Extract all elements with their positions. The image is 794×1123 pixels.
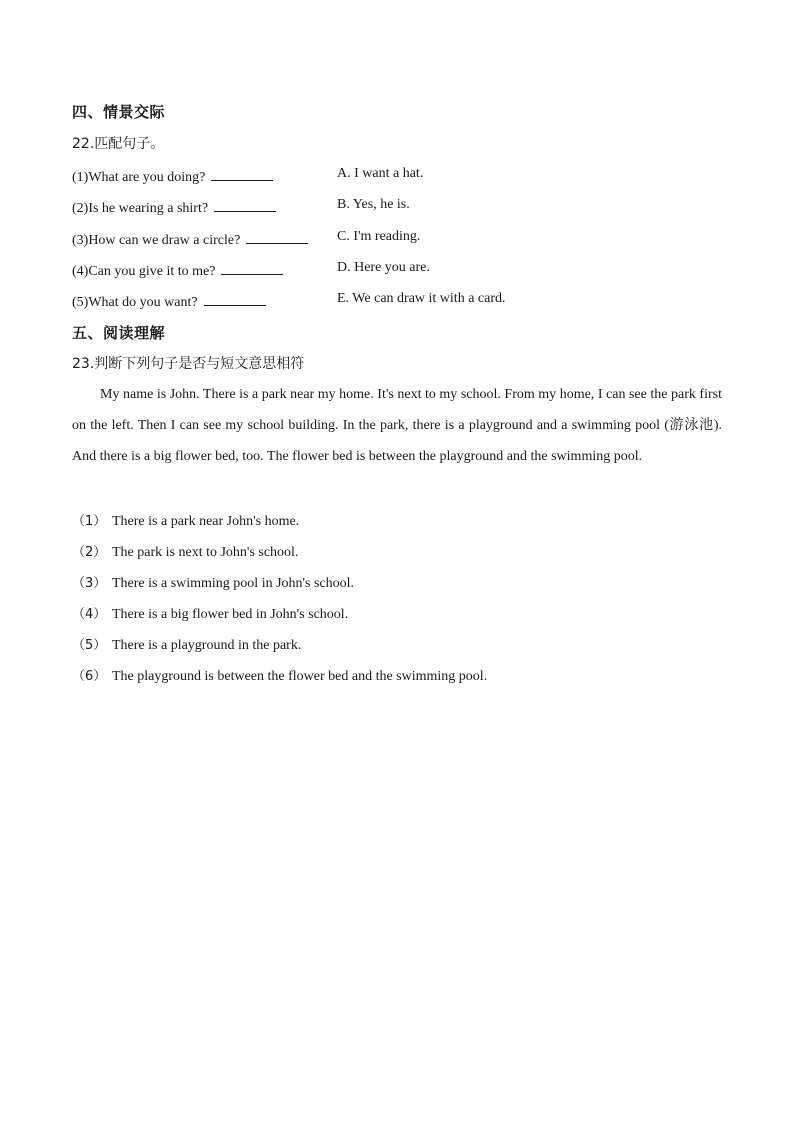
question-22-title: 22.匹配句子。 xyxy=(72,136,165,152)
item-number: （4） xyxy=(72,607,107,622)
item-text: There is a swimming pool in John's school. xyxy=(112,576,355,591)
match-option: A. I want a hat. xyxy=(337,166,424,181)
match-question: (2)Is he wearing a shirt? xyxy=(72,201,209,216)
item-text: There is a park near John's home. xyxy=(112,514,300,529)
passage-text: My name is John. There is a park near my home. It's next to my school. From my home, I can see the park first on the left. Then I can see my school building. In the park, there is a playground and a swimming pool (游泳池). And there is a big flower bed, too. The flower bed is between the playground and the swimming pool. xyxy=(72,387,722,464)
answer-blank[interactable] xyxy=(211,166,273,181)
answer-blank[interactable] xyxy=(204,291,266,306)
reading-passage xyxy=(72,379,722,472)
judgment-item xyxy=(72,510,299,530)
item-text: The playground is between the flower bed and the swimming pool. xyxy=(112,669,488,684)
answer-blank[interactable] xyxy=(246,229,308,244)
match-option: D. Here you are. xyxy=(337,260,430,275)
question-23-title: 23.判断下列句子是否与短文意思相符 xyxy=(72,356,305,372)
item-text: There is a big flower bed in John's school. xyxy=(112,607,349,622)
judgment-item xyxy=(72,634,301,654)
match-option: C. I'm reading. xyxy=(337,229,421,244)
answer-blank[interactable] xyxy=(221,260,283,275)
match-question: (4)Can you give it to me? xyxy=(72,264,216,279)
item-number: （3） xyxy=(72,576,107,591)
match-question: (1)What are you doing? xyxy=(72,170,206,185)
section-5-heading: 五、阅读理解 xyxy=(72,324,166,342)
answer-blank[interactable] xyxy=(214,197,276,212)
item-text: The park is next to John's school. xyxy=(112,545,299,560)
match-option: B. Yes, he is. xyxy=(337,197,410,212)
judgment-item xyxy=(72,665,487,685)
judgment-item xyxy=(72,603,348,623)
item-number: （5） xyxy=(72,638,107,653)
judgment-item xyxy=(72,572,354,592)
match-question: (5)What do you want? xyxy=(72,295,198,310)
item-text: There is a playground in the park. xyxy=(112,638,302,653)
item-number: （2） xyxy=(72,545,107,560)
judgment-item xyxy=(72,541,298,561)
section-4-heading: 四、情景交际 xyxy=(72,103,166,121)
match-option: E. We can draw it with a card. xyxy=(337,291,506,306)
match-question: (3)How can we draw a circle? xyxy=(72,233,241,248)
item-number: （6） xyxy=(72,669,107,684)
item-number: （1） xyxy=(72,514,107,529)
